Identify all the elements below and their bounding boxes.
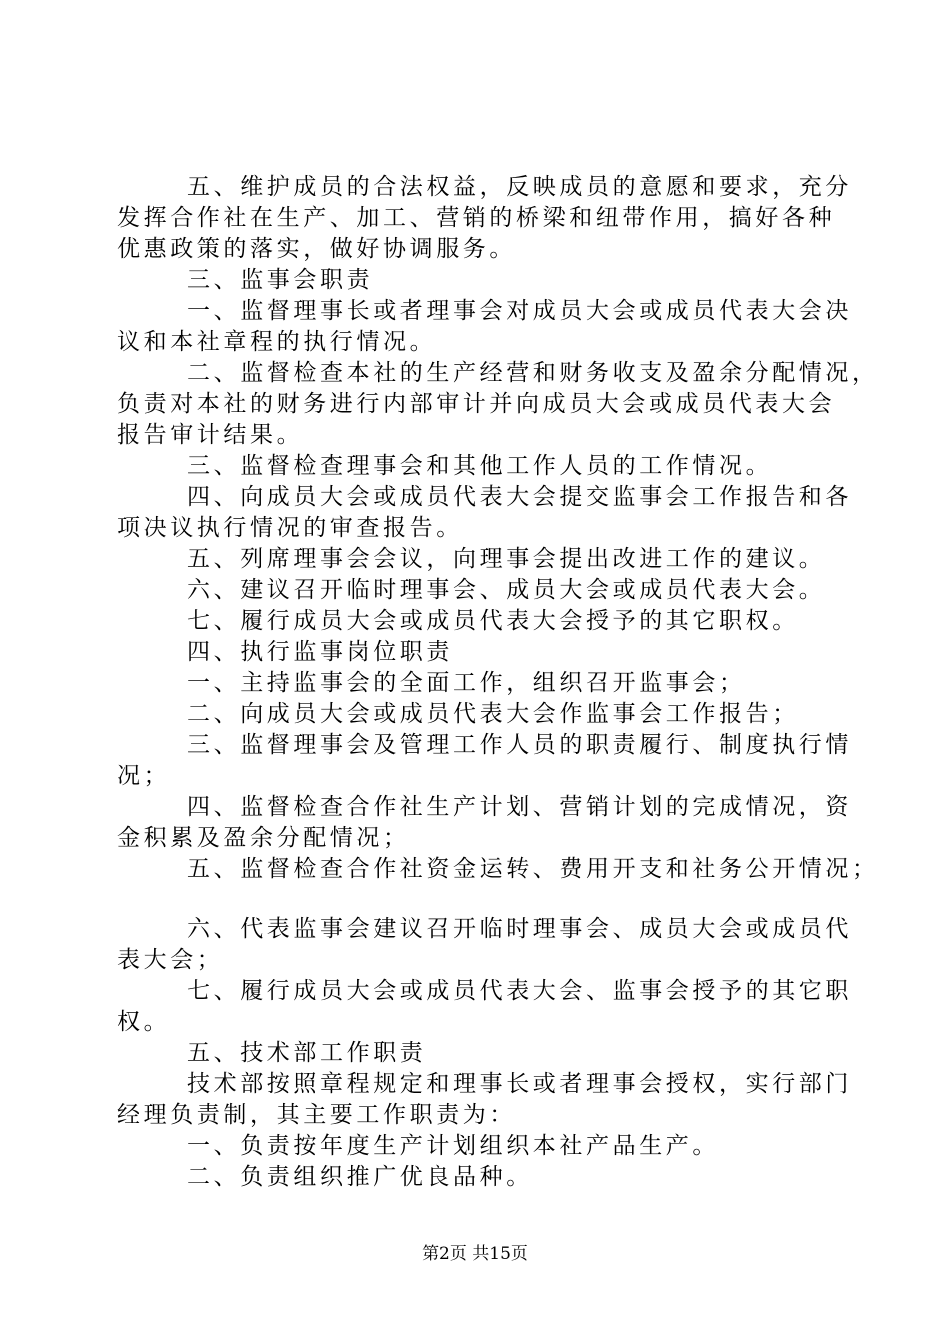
section-heading: 四、执行监事岗位职责 — [187, 639, 453, 665]
paragraph-line: 况； — [117, 763, 171, 789]
paragraph-line: 项决议执行情况的审查报告。 — [117, 515, 463, 541]
paragraph-line: 权。 — [117, 1009, 171, 1035]
document-body — [117, 172, 879, 1193]
section-heading: 三、监事会职责 — [187, 267, 374, 293]
section-heading: 五、技术部工作职责 — [187, 1040, 427, 1066]
paragraph-line: 五、监督检查合作社资金运转、费用开支和社务公开情况； — [187, 856, 879, 882]
paragraph-line: 表大会； — [117, 947, 224, 973]
paragraph-line: 二、监督检查本社的生产经营和财务收支及盈余分配情况， — [187, 360, 879, 386]
paragraph-line: 金积累及盈余分配情况； — [117, 825, 410, 851]
paragraph-line: 议和本社章程的执行情况。 — [117, 329, 437, 355]
paragraph-line: 技术部按照章程规定和理事长或者理事会授权，实行部门 — [187, 1071, 852, 1097]
paragraph-line: 一、主持监事会的全面工作，组织召开监事会； — [187, 670, 746, 696]
page-number-footer: 第2页 共15页 — [422, 1244, 528, 1264]
paragraph-line: 优惠政策的落实，做好协调服务。 — [117, 236, 516, 262]
paragraph-line: 六、建议召开临时理事会、成员大会或成员代表大会。 — [187, 577, 826, 603]
paragraph-line: 报告审计结果。 — [117, 422, 304, 448]
paragraph-line: 一、监督理事长或者理事会对成员大会或成员代表大会决 — [187, 298, 852, 324]
paragraph-line: 三、监督理事会及管理工作人员的职责履行、制度执行情 — [187, 732, 852, 758]
paragraph-line: 五、维护成员的合法权益，反映成员的意愿和要求，充分 — [187, 174, 852, 200]
paragraph-line: 二、负责组织推广优良品种。 — [187, 1164, 533, 1190]
paragraph-line: 一、负责按年度生产计划组织本社产品生产。 — [187, 1133, 719, 1159]
paragraph-line: 发挥合作社在生产、加工、营销的桥梁和纽带作用，搞好各种 — [117, 205, 836, 231]
paragraph-line: 四、监督检查合作社生产计划、营销计划的完成情况，资 — [187, 794, 852, 820]
paragraph-line: 六、代表监事会建议召开临时理事会、成员大会或成员代 — [187, 916, 852, 942]
paragraph-line: 七、履行成员大会或成员代表大会、监事会授予的其它职 — [187, 978, 852, 1004]
paragraph-line: 负责对本社的财务进行内部审计并向成员大会或成员代表大会 — [117, 391, 836, 417]
paragraph-line: 三、监督检查理事会和其他工作人员的工作情况。 — [187, 453, 773, 479]
paragraph-line: 四、向成员大会或成员代表大会提交监事会工作报告和各 — [187, 484, 852, 510]
paragraph-line: 二、向成员大会或成员代表大会作监事会工作报告； — [187, 701, 799, 727]
paragraph-line: 经理负责制，其主要工作职责为： — [117, 1102, 516, 1128]
blank-line — [117, 885, 837, 914]
paragraph-line: 五、列席理事会会议，向理事会提出改进工作的建议。 — [187, 546, 826, 572]
paragraph-line: 七、履行成员大会或成员代表大会授予的其它职权。 — [187, 608, 799, 634]
